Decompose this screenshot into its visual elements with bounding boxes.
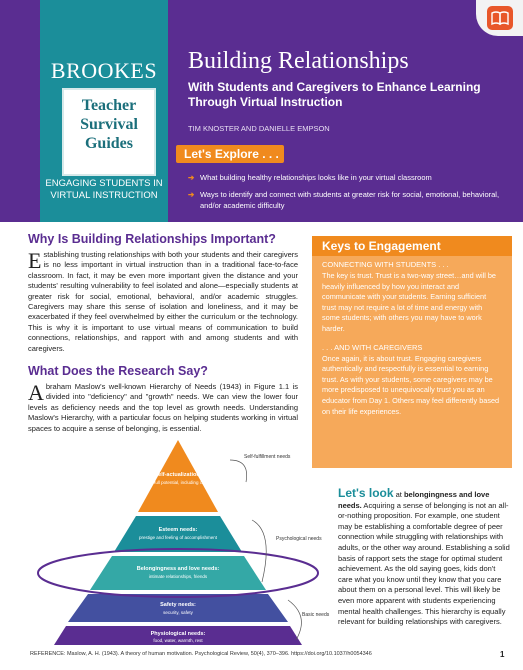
series-title-box <box>62 88 156 176</box>
pyramid-title: Self-actualization: <box>154 472 202 478</box>
label-psychological: Psychological needs <box>276 536 322 542</box>
pyramid-desc: intimate relationships, friends <box>148 574 208 579</box>
sidebar-text: Once again, it is about trust. Engaging caregivers authentically and respectfully is essential to earning trust. As with your students, some caregivers may be more predisposed to unequivocally trust you as an educator from Day 1. Others may feel differently based on their life experiences. <box>322 353 500 416</box>
book-icon <box>487 6 513 30</box>
pyramid-desc: achieving one's full potential, including creative activities <box>122 480 234 485</box>
explore-item-text: Ways to identify and connect with students at greater risk for social, emotional, behavioral, and/or academic difficulty <box>200 190 500 210</box>
section-body-text: braham Maslow's well-known Hierarchy of Needs (1943) in Figure 1.1 is divided into "deficiency" and "growth" needs. We can view the lower four levels as deficiency needs and the top level as growth needs. Understanding Maslow's Hierarchy, with a particular focus on helping students working in virtual spaces to acquire a sense of belonging, is essential. <box>28 382 298 433</box>
sidebar-body <box>312 256 512 468</box>
pyramid-title: Safety needs: <box>160 602 196 608</box>
section-heading-why: Why Is Building Relationships Important? <box>28 232 276 246</box>
explore-item <box>188 189 508 211</box>
pyramid-desc: security, safety <box>163 610 193 615</box>
page-subtitle: With Students and Caregivers to Enhance Learning Through Virtual Instruction <box>188 80 481 109</box>
pyramid-level-belonging <box>90 556 266 590</box>
explore-item <box>188 172 508 183</box>
section-body-why <box>28 250 298 354</box>
authors: TIM KNOSTER AND DANIELLE EMPSON <box>188 124 330 133</box>
series-line-3: Guides <box>84 135 133 152</box>
section-body-text: stablishing trusting relationships with both your students and their caregivers is no less important in virtual instruction than in a traditional face-to-face classroom. In fact, it may be even more important given the distance and your students' resulting vulnerability to feel isolated and alone—especially students at greater risk for social, emotional, behavioral, and/or academic struggles. Caregivers may share this sense of isolation and loneliness, and it may be exacerbated if they feel overwhelmed by either the curriculum or the technology. This is why it is important to use virtual means of communication to build connections, relationships, and rapport with and among students and with caregivers. <box>28 250 298 353</box>
label-self-fulfillment: Self-fulfillment needs <box>244 454 291 460</box>
sidebar-subheading: . . . AND WITH CAREGIVERS <box>322 342 423 352</box>
pyramid-title: Physiological needs: <box>150 631 206 637</box>
bracket-self <box>230 460 247 482</box>
page-title: Building Relationships <box>188 48 409 74</box>
keys-sidebar <box>312 236 512 468</box>
pyramid-level-esteem <box>114 516 242 552</box>
pyramid-title: Belongingness and love needs: <box>136 566 220 572</box>
series-line-2: Survival <box>80 116 138 133</box>
pyramid-level-safety <box>68 594 288 622</box>
pyramid-desc: food, water, warmth, rest <box>153 638 203 643</box>
arrow-icon: ➔ <box>188 190 195 199</box>
drop-cap: E <box>28 248 42 273</box>
reference: REFERENCE: Maslow, A. H. (1943). A theory of human motivation. Psychological Review, 50(4), 370–396. https://doi.org/10.1037/h0054346 <box>30 651 372 657</box>
main-column <box>28 232 298 434</box>
drop-cap: A <box>28 380 44 406</box>
letslook-at: at <box>393 490 404 499</box>
sidebar-heading: Keys to Engagement <box>322 239 441 253</box>
pyramid-desc: prestige and feeling of accomplishment <box>138 535 218 540</box>
explore-item-text: What building healthy relationships looks like in your virtual classroom <box>200 173 432 182</box>
letslook-text: Acquiring a sense of belonging is not an all-or-nothing proposition. For example, one student may be establishing a comfortable degree of peer connection while struggling with relationships with adults, or the other way around. Establishing a solid basis of rapport sets the stage for optimal student achievement. As the old saying goes, kids don't care what you know until they know that you care about them on a personal level. This will likely be even more apparent with students experiencing mental health challenges. This hierarchy is equally relevant for building relationships with caregivers. <box>338 500 510 627</box>
explore-list <box>188 172 508 217</box>
series-subtitle: ENGAGING STUDENTS IN VIRTUAL INSTRUCTION <box>45 178 163 201</box>
letslook-bold: belongingness and love needs. <box>338 490 490 510</box>
section-heading-research: What Does the Research Say? <box>28 364 208 379</box>
pyramid-title: Esteem needs: <box>158 527 198 533</box>
letslook-heading: Let's look <box>338 486 394 500</box>
explore-label: Let's Explore . . . <box>176 145 284 163</box>
maslow-pyramid <box>20 440 340 645</box>
series-line-1: Teacher <box>81 97 137 114</box>
open-book-button[interactable] <box>476 0 523 36</box>
letslook-callout <box>338 488 510 628</box>
sidebar-text: The key is trust. Trust is a two-way street…and will be heavily influenced by how you interact and communicate with your students. Earning sufficient trust may not require a lot of time and energy with some students; with others you may have to work harder. <box>322 271 496 333</box>
section-body-research <box>28 382 298 434</box>
page-number: 1 <box>500 650 505 659</box>
label-basic: Basic needs <box>302 612 330 618</box>
brand-logo: BROOKES <box>50 58 158 83</box>
sidebar-subheading: CONNECTING WITH STUDENTS . . . <box>322 260 449 269</box>
arrow-icon: ➔ <box>188 173 195 182</box>
